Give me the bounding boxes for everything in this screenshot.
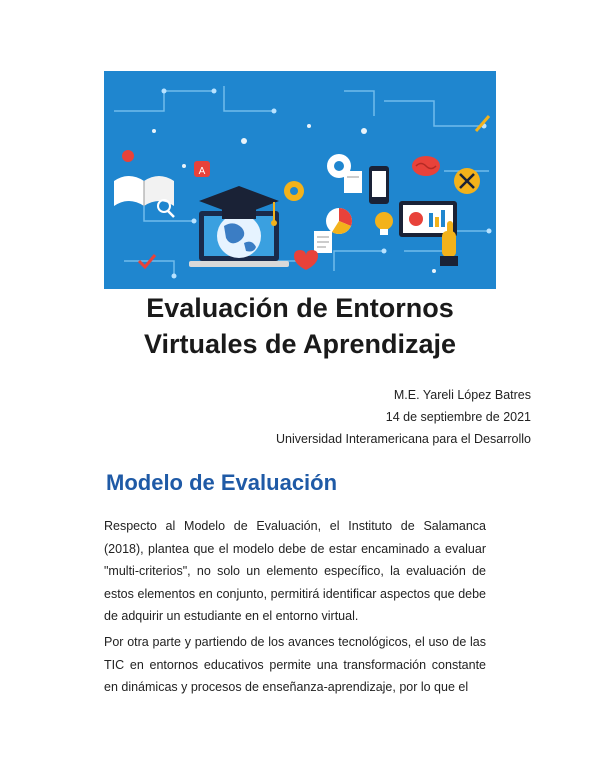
lightbulb-icon (375, 212, 393, 235)
gear-icon (284, 154, 351, 201)
svg-text:A: A (198, 166, 206, 177)
author-name: M.E. Yareli López Batres (393, 388, 531, 402)
brain-icon (412, 156, 440, 176)
section-heading: Modelo de Evaluación (106, 470, 338, 495)
paragraph-2: Por otra parte y partiendo de los avances tecnológicos, el uso de las TIC en entornos educativos permite una transformación constante en dinámicas y procesos de enseñanza-aprendizaje, por lo que el (104, 635, 486, 694)
education-technology-illustration (104, 71, 496, 289)
chart-icon (326, 208, 352, 234)
heart-icon (294, 250, 318, 270)
institution-name: Universidad Interamericana para el Desarrollo (276, 432, 531, 446)
title-line-1: Evaluación de Entornos (146, 293, 454, 323)
globe-icon (217, 214, 261, 258)
book-icon (114, 176, 174, 206)
title-line-2: Virtuales de Aprendizaje (143, 329, 457, 359)
paragraph-1: Respecto al Modelo de Evaluación, el Instituto de Salamanca (2018), plantea que el modelo debe de estar encaminado a evaluar "multi-criterios", no solo un elemento específico, la evaluación de estos elementos en conjunto, permitirá identificar aspectos que debe de adquirir un estudiante en el entorno virtual. (104, 519, 486, 623)
document-meta (276, 384, 531, 450)
document-title (104, 290, 496, 362)
document-date: 14 de septiembre de 2021 (385, 410, 531, 424)
header-banner-illustration (104, 71, 496, 289)
pen-icon (476, 116, 489, 131)
target-icon (122, 150, 134, 162)
tools-icon (454, 168, 480, 194)
